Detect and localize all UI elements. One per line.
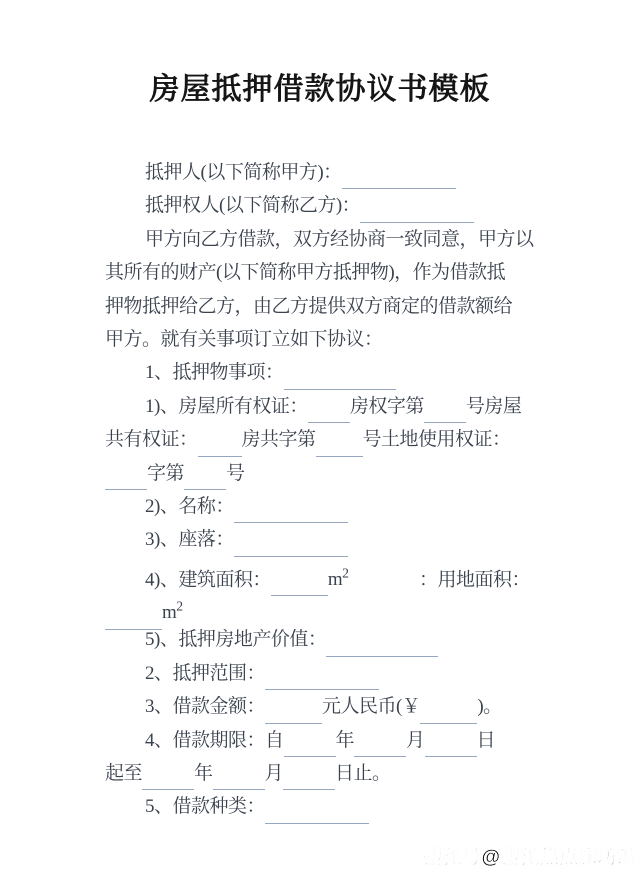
blank-field <box>316 435 363 457</box>
document-line <box>105 690 542 723</box>
blank-field <box>284 368 396 390</box>
document-line <box>105 657 542 690</box>
text-run: 共有权证： <box>105 429 198 451</box>
blank-field <box>271 575 328 597</box>
text-run: $m^2$ <box>327 565 349 591</box>
spacer <box>349 595 419 596</box>
blank-field <box>424 401 466 423</box>
blank-field <box>142 769 194 791</box>
blank-field <box>184 468 226 490</box>
superscript: 2 <box>342 565 349 581</box>
text-run: 1、抵押物事项： <box>145 362 284 384</box>
text-run: ：用地面积： <box>418 569 530 591</box>
blank-field <box>284 735 336 757</box>
text-run: 1)、房屋所有权证： <box>145 395 308 417</box>
text-run: 4、借款期限：自 <box>145 729 284 751</box>
blank-field <box>234 535 348 557</box>
blank-field <box>265 702 322 724</box>
document-line <box>105 490 542 523</box>
document-line <box>105 189 542 222</box>
document-line <box>105 223 542 256</box>
text-run: 甲方向乙方借款，双方经协商一致同意，甲方以 <box>145 228 534 250</box>
blank-field <box>283 769 335 791</box>
blank-field <box>308 401 350 423</box>
blank-field <box>213 769 265 791</box>
text-run: 3)、座落： <box>145 529 234 551</box>
text-run: 2、抵押范围： <box>145 662 266 684</box>
document-line <box>105 156 542 189</box>
sohu-watermark: 搜狐号@搜狐焦点廊坊站 <box>422 847 637 868</box>
document-line <box>105 724 542 757</box>
text-run: 4)、建筑面积： <box>145 569 271 591</box>
text-run: 年 <box>335 729 355 751</box>
document-line <box>105 457 542 490</box>
document-line <box>105 256 542 289</box>
text-run: 起至 <box>105 763 143 785</box>
text-run: 房权字第 <box>349 395 424 417</box>
text-run: 抵押权人(以下简称乙方)： <box>145 195 361 217</box>
blank-field <box>420 702 477 724</box>
text-run: 其所有的财产(以下简称甲方抵押物)，作为借款抵 <box>105 262 506 284</box>
text-run: 号土地使用权证： <box>362 429 511 451</box>
document-line <box>105 557 542 590</box>
document-line <box>105 790 542 823</box>
text-run: 日 <box>476 729 496 751</box>
blank-field <box>360 201 474 223</box>
blank-field <box>425 735 477 757</box>
document-line <box>105 390 542 423</box>
text-run: 号房屋 <box>465 395 522 417</box>
text-run: 甲方。就有关事项订立如下协议： <box>105 328 383 350</box>
text-run: 字第 <box>147 462 185 484</box>
blank-field <box>265 802 369 824</box>
blank-field <box>326 635 438 657</box>
blank-field <box>234 501 348 523</box>
text-run: 元人民币(￥ <box>322 696 421 718</box>
document-line <box>105 356 542 389</box>
superscript: 2 <box>176 599 184 615</box>
document-line <box>105 757 542 790</box>
document-title: 房屋抵押借款协议书模板 <box>149 73 491 106</box>
text-run: 5)、抵押房地产价值： <box>145 629 327 651</box>
text-run: 年 <box>194 763 213 785</box>
text-run: 押物抵押给乙方，由乙方提供双方商定的借款额给 <box>105 295 513 317</box>
text-run: 号 <box>226 462 245 484</box>
text-run: 月 <box>264 763 284 785</box>
text-run: 2)、名称： <box>145 495 234 517</box>
blank-field <box>265 668 379 690</box>
text-run: 月 <box>406 729 425 751</box>
document-line <box>105 423 542 456</box>
blank-field <box>342 168 456 190</box>
blank-field <box>105 468 147 490</box>
text-run: 3、借款金额： <box>145 696 266 718</box>
text-run: )。 <box>477 696 502 718</box>
text-run: 抵押人(以下简称甲方)： <box>145 162 342 183</box>
text-run: 日止。 <box>335 763 391 785</box>
document-body <box>105 156 542 824</box>
document-line <box>105 323 542 356</box>
text-run: $m^2$ <box>162 599 184 624</box>
blank-field <box>354 735 406 757</box>
document-line <box>105 623 542 656</box>
text-run: 5、借款种类： <box>145 796 266 818</box>
blank-field <box>198 435 242 457</box>
text-run: 房共字第 <box>241 429 316 451</box>
document-line <box>105 523 542 556</box>
document-line <box>105 290 542 323</box>
